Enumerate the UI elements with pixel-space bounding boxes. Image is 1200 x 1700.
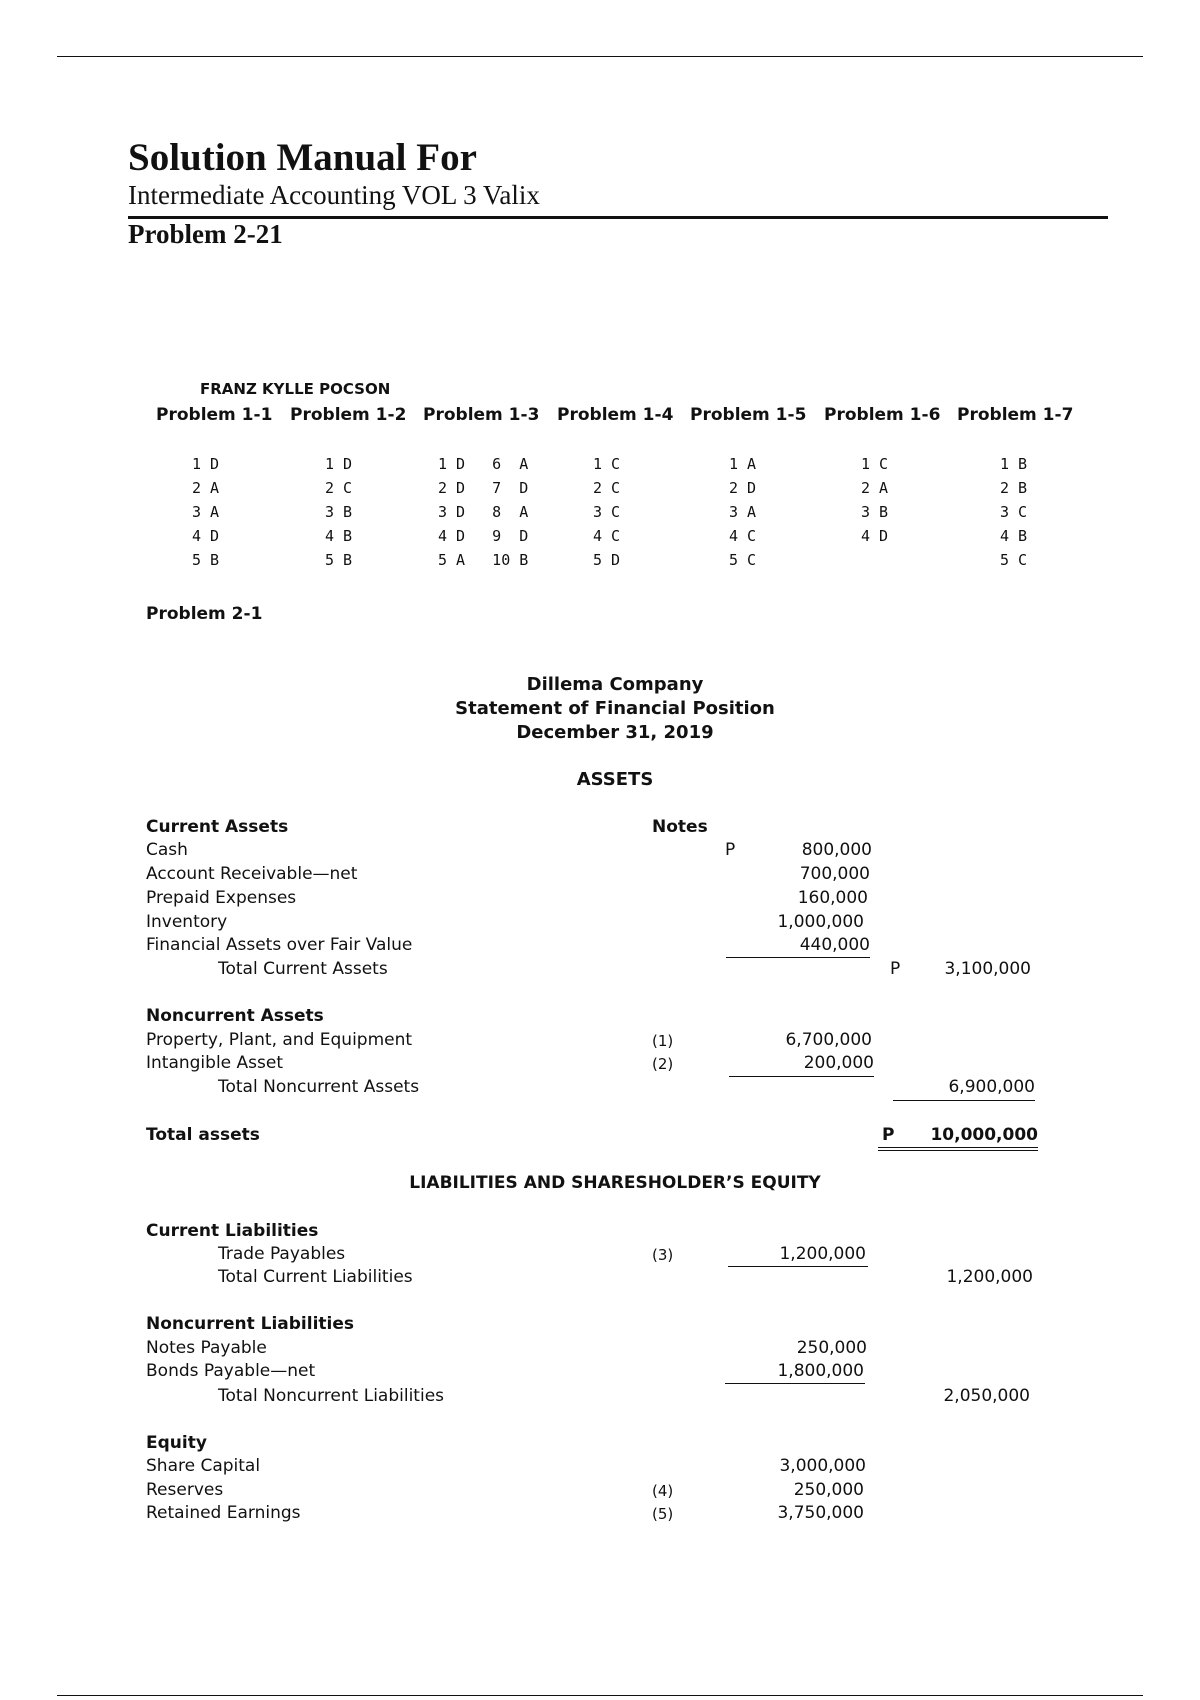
answer-header-1-4: Problem 1-4: [557, 405, 674, 425]
note-ref: (2): [652, 1055, 674, 1073]
line-amount: 250,000: [793, 1480, 864, 1500]
company-name: Dillema Company: [526, 674, 704, 695]
total-amount: 6,900,000: [948, 1077, 1035, 1097]
subtotal-underline: [728, 1266, 868, 1267]
peso-sign: P: [890, 959, 901, 979]
line-label: Financial Assets over Fair Value: [146, 935, 413, 955]
answer-item: 1 B: [1000, 455, 1028, 473]
answer-item: 1 C: [861, 455, 889, 473]
answer-item: 5 D: [593, 551, 621, 569]
statement-date: December 31, 2019: [516, 722, 714, 743]
line-amount: 250,000: [796, 1338, 867, 1358]
line-amount: 440,000: [799, 935, 870, 955]
doc-title: Solution Manual For: [128, 136, 477, 179]
statement-title: Statement of Financial Position: [455, 698, 775, 719]
answer-item: 4 D 9 D: [438, 527, 529, 545]
note-ref: (3): [652, 1246, 674, 1264]
peso-sign: P: [882, 1125, 895, 1145]
answer-item: 3 C: [593, 503, 621, 521]
equity-heading: Equity: [146, 1433, 207, 1453]
line-amount: 700,000: [799, 864, 870, 884]
doc-subtitle: Intermediate Accounting VOL 3 Valix: [128, 180, 540, 210]
subtotal-underline: [729, 1076, 874, 1077]
problem-2-1-label: Problem 2-1: [146, 604, 263, 624]
line-label: Cash: [146, 840, 188, 860]
answer-item: 5 B: [325, 551, 353, 569]
note-ref: (5): [652, 1505, 674, 1523]
answer-header-1-7: Problem 1-7: [957, 405, 1074, 425]
line-label: Share Capital: [146, 1456, 261, 1476]
double-underline-bottom: [878, 1150, 1038, 1151]
total-underline: [893, 1100, 1035, 1101]
answer-item: 4 B: [325, 527, 353, 545]
line-amount: 3,750,000: [777, 1503, 864, 1523]
assets-heading: ASSETS: [576, 769, 654, 790]
answer-item: 3 B: [861, 503, 889, 521]
answer-item: 2 C: [325, 479, 353, 497]
note-ref: (1): [652, 1032, 674, 1050]
line-label: Inventory: [146, 912, 228, 932]
line-amount: 3,000,000: [779, 1456, 866, 1476]
line-label: Retained Earnings: [146, 1503, 301, 1523]
answer-item: 3 D 8 A: [438, 503, 529, 521]
line-label: Property, Plant, and Equipment: [146, 1030, 413, 1050]
subtotal-underline: [726, 957, 870, 958]
answer-header-1-3: Problem 1-3: [423, 405, 540, 425]
liabilities-equity-heading: LIABILITIES AND SHARESHOLDER’S EQUITY: [409, 1173, 821, 1193]
line-amount: 1,800,000: [777, 1361, 864, 1381]
notes-heading: Notes: [652, 817, 708, 837]
line-amount: 800,000: [801, 840, 872, 860]
double-underline-top: [878, 1147, 1038, 1148]
answer-item: 2 C: [593, 479, 621, 497]
total-label: Total Noncurrent Liabilities: [218, 1386, 445, 1406]
line-amount: 1,000,000: [777, 912, 864, 932]
line-label: Trade Payables: [218, 1244, 346, 1264]
answer-item: 2 D: [729, 479, 757, 497]
line-amount: 6,700,000: [785, 1030, 872, 1050]
answer-item: 1 C: [593, 455, 621, 473]
answer-item: 1 D 6 A: [438, 455, 529, 473]
line-label: Intangible Asset: [146, 1053, 284, 1073]
answer-item: 1 D: [192, 455, 220, 473]
total-assets-amount: 10,000,000: [930, 1125, 1038, 1145]
answer-item: 3 A: [192, 503, 220, 521]
answer-item: 5 A 10 B: [438, 551, 529, 569]
answer-header-1-6: Problem 1-6: [824, 405, 941, 425]
answer-item: 5 B: [192, 551, 220, 569]
answer-item: 4 C: [593, 527, 621, 545]
line-amount: 200,000: [803, 1053, 874, 1073]
answer-item: 5 C: [1000, 551, 1028, 569]
total-amount: 1,200,000: [946, 1267, 1033, 1287]
line-label: Notes Payable: [146, 1338, 267, 1358]
answer-item: 2 A: [861, 479, 889, 497]
total-label: Total Current Assets: [218, 959, 388, 979]
current-assets-heading: Current Assets: [146, 817, 289, 837]
answer-item: 3 B: [325, 503, 353, 521]
line-label: Prepaid Expenses: [146, 888, 297, 908]
answer-item: 3 C: [1000, 503, 1028, 521]
answer-header-1-2: Problem 1-2: [290, 405, 407, 425]
total-amount: 3,100,000: [944, 959, 1031, 979]
answer-item: 4 C: [729, 527, 757, 545]
total-label: Total Noncurrent Assets: [218, 1077, 420, 1097]
answer-item: 2 D 7 D: [438, 479, 529, 497]
answer-item: 4 D: [861, 527, 889, 545]
noncurrent-assets-heading: Noncurrent Assets: [146, 1006, 324, 1026]
answer-item: 2 B: [1000, 479, 1028, 497]
answer-item: 1 D: [325, 455, 353, 473]
total-label: Total Current Liabilities: [218, 1267, 413, 1287]
current-liabilities-heading: Current Liabilities: [146, 1221, 319, 1241]
bottom-rule: [57, 1695, 1143, 1696]
answer-item: 4 D: [192, 527, 220, 545]
noncurrent-liabilities-heading: Noncurrent Liabilities: [146, 1314, 355, 1334]
total-amount: 2,050,000: [943, 1386, 1030, 1406]
line-amount: 1,200,000: [779, 1244, 866, 1264]
note-ref: (4): [652, 1482, 674, 1500]
answer-item: 2 A: [192, 479, 220, 497]
subtotal-underline: [725, 1383, 865, 1384]
total-assets-label: Total assets: [146, 1125, 260, 1145]
answer-item: 1 A: [729, 455, 757, 473]
line-label: Bonds Payable—net: [146, 1361, 316, 1381]
author-name: FRANZ KYLLE POCSON: [200, 380, 391, 398]
top-rule: [57, 56, 1143, 57]
answer-item: 3 A: [729, 503, 757, 521]
line-label: Account Receivable—net: [146, 864, 358, 884]
problem-heading: Problem 2-21: [128, 219, 283, 249]
answer-item: 5 C: [729, 551, 757, 569]
line-label: Reserves: [146, 1480, 224, 1500]
line-amount: 160,000: [797, 888, 868, 908]
answer-item: 4 B: [1000, 527, 1028, 545]
peso-sign: P: [725, 840, 736, 860]
answer-header-1-1: Problem 1-1: [156, 405, 273, 425]
answer-header-1-5: Problem 1-5: [690, 405, 807, 425]
